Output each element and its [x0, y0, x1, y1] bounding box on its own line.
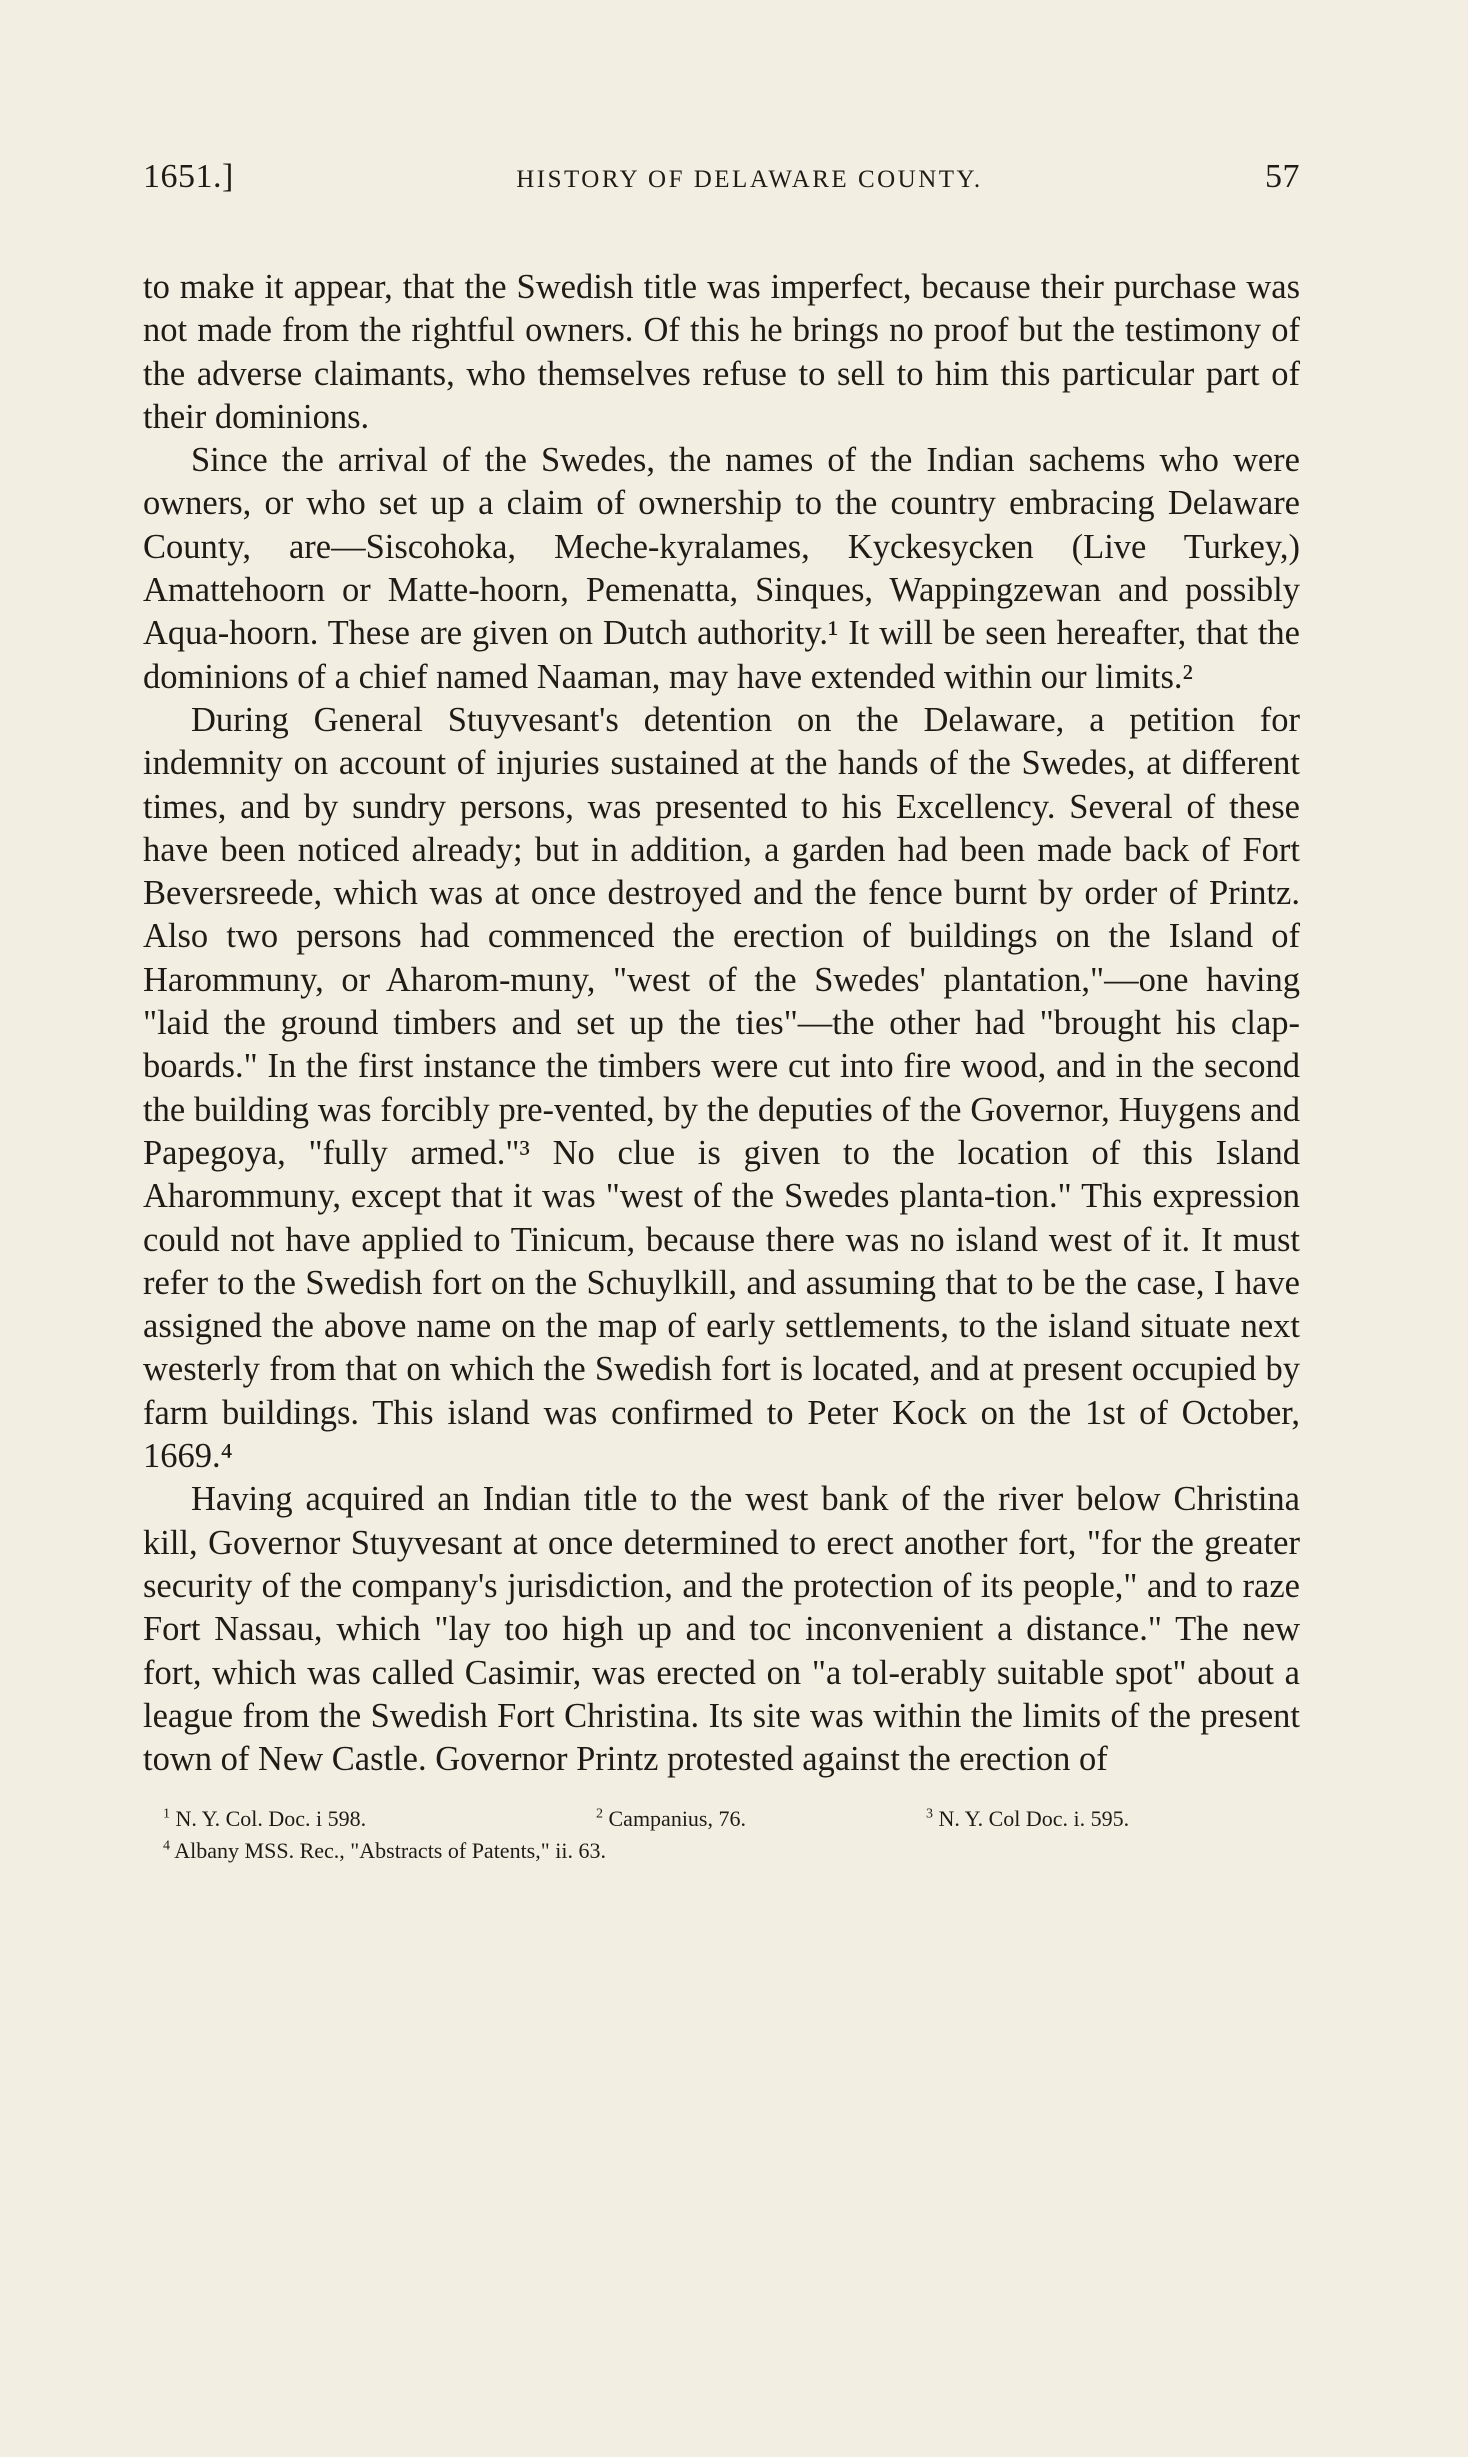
footnote-mark: 3: [926, 1807, 933, 1823]
paragraph-2: Since the arrival of the Swedes, the names of the Indian sachems who were owners, or who set up a claim of ownership to the country embracing Delaware County, are—Siscohoka, Meche-kyralames, Kyckesycken (Live Turkey,) Amattehoorn or Matte-hoorn, Pemenatta, Sinques, Wappingzewan and possibly Aqua-hoorn. These are given on Dutch authority.¹ It will be seen hereafter, that the dominions of a chief named Naaman, may have extended within our limits.²: [143, 441, 1300, 696]
footnote-text: N. Y. Col Doc. i. 595.: [938, 1806, 1130, 1832]
header-title: HISTORY OF DELAWARE COUNTY.: [516, 166, 983, 193]
footnote-mark: 4: [163, 1839, 170, 1855]
paragraph-3: During General Stuyvesant's detention on the Delaware, a petition for indemnity on account of injuries sustained at the hands of the Swedes, at different times, and by sundry persons, was presented to his Excellency. Several of these have been noticed already; but in addition, a garden had been made back of Fort Beversreede, which was at once destroyed and the fence burnt by order of Printz. Also two persons had commenced the erection of buildings on the Island of Harommuny, or Aharom-muny, "west of the Swedes' plantation,"—one having "laid the ground timbers and set up the ties"—the other had "brought his clap-boards." In the first instance the timbers were cut into fire wood, and in the second the building was forcibly pre-vented, by the deputies of the Governor, Huygens and Papegoya, "fully armed."³ No clue is given to the location of this Island Aharommuny, except that it was "west of the Swedes planta-tion." This expression could not have applied to Tinicum, because there was no island west of it. It must refer to the Swedish fort on the Schuylkill, and assuming that to be the case, I have assigned the above name on the map of early settlements, to the island situate next westerly from that on which the Swedish fort is located, and at present occupied by farm buildings. This island was confirmed to Peter Kock on the 1st of October, 1669.⁴: [143, 700, 1300, 1476]
footnote-3: [926, 1803, 1129, 1835]
header-year: 1651.]: [143, 158, 234, 195]
footnote-4: [163, 1835, 606, 1867]
footnote-1: [163, 1803, 596, 1835]
paragraph-4: Having acquired an Indian title to the west bank of the river below Christina kill, Governor Stuyvesant at once determined to erect another fort, "for the greater security of the company's jurisdiction, and the protection of its people," and to raze Fort Nassau, which "lay too high up and toc inconvenient a distance." The new fort, which was called Casimir, was erected on "a tol-erably suitable spot" about a league from the Swedish Fort Christina. Its site was within the limits of the present town of New Castle. Governor Printz protested against the erection of: [143, 1480, 1300, 1779]
footnote-row: [163, 1835, 1300, 1867]
body-text: [143, 266, 1300, 1781]
footnote-row: [163, 1803, 1300, 1835]
footnotes: [143, 1803, 1300, 1867]
paragraph-1: to make it appear, that the Swedish title was imperfect, because their purchase was not made from the rightful owners. Of this he brings no proof but the testimony of the adverse claimants, who themselves refuse to sell to him this particular part of their dominions.: [143, 268, 1300, 436]
footnote-text: Albany MSS. Rec., "Abstracts of Patents," ii. 63.: [174, 1838, 606, 1864]
running-head: [143, 158, 1300, 210]
footnote-text: Campanius, 76.: [608, 1806, 746, 1832]
page-number: 57: [1265, 158, 1300, 195]
book-page: [143, 158, 1300, 1867]
footnote-2: [596, 1803, 926, 1835]
footnote-mark: 1: [163, 1807, 170, 1823]
footnote-text: N. Y. Col. Doc. i 598.: [175, 1806, 367, 1832]
footnote-mark: 2: [596, 1807, 603, 1823]
